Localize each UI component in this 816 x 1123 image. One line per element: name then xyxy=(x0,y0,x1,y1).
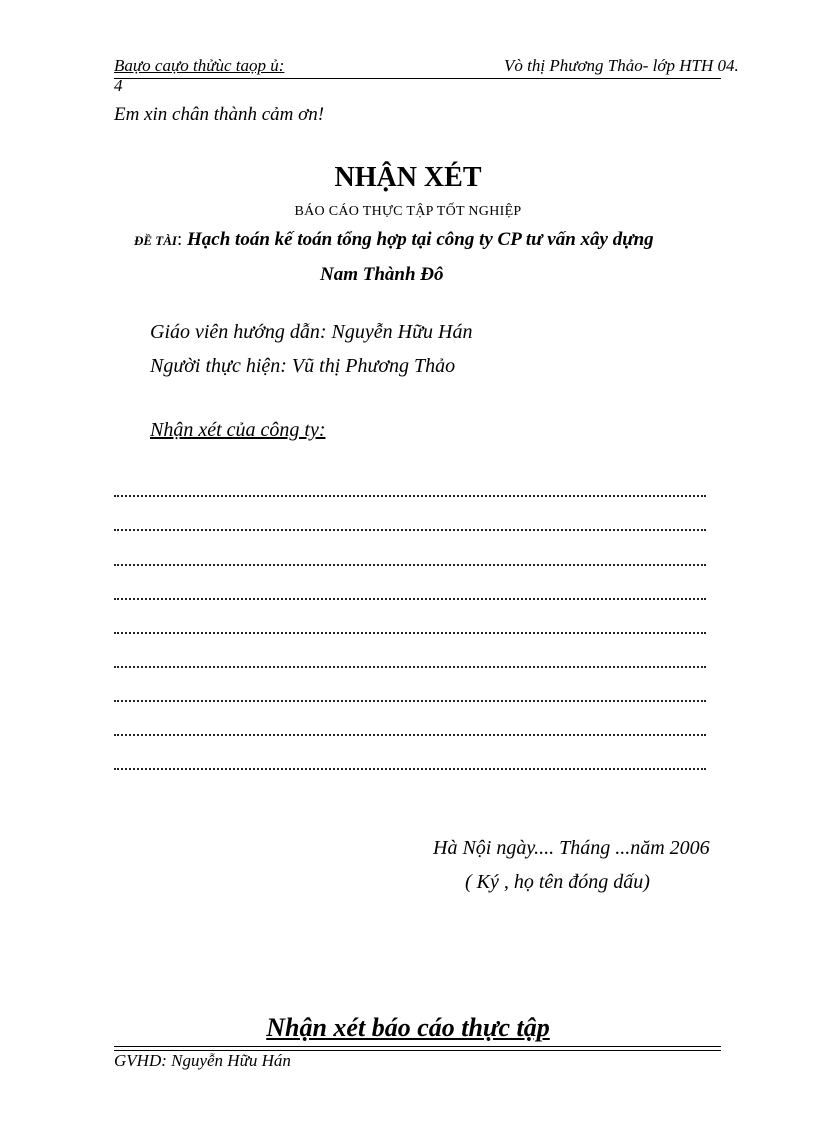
company-comment-label: Nhận xét của công ty: xyxy=(150,419,326,441)
header-left-continued: 4 xyxy=(114,76,123,95)
footer-title: Nhận xét báo cáo thực tập xyxy=(266,1013,550,1042)
thanks-text: Em xin chân thành cảm ơn! xyxy=(114,104,325,125)
performer-line: Người thực hiện: Vũ thị Phương Thảo xyxy=(150,355,456,377)
page-title: NHẬN XÉT xyxy=(334,162,482,193)
header-rule xyxy=(114,78,721,79)
page-subtitle: BÁO CÁO THỰC TẬP TỐT NGHIỆP xyxy=(294,204,522,219)
footer-bottom-text: GVHD: Nguyễn Hữu Hán xyxy=(114,1051,291,1070)
instructor-line: Giáo viên hướng dẫn: Nguyễn Hữu Hán xyxy=(150,321,473,343)
comment-line xyxy=(114,768,706,770)
footer-rule-top xyxy=(114,1046,721,1047)
comment-line xyxy=(114,495,706,497)
comment-line xyxy=(114,632,706,634)
topic-text-line2: Nam Thành Đô xyxy=(320,264,444,285)
topic-label: ĐỀ TÀI xyxy=(134,233,177,248)
header-right-text: Vò thị Phương Thảo- lớp HTH 04. xyxy=(504,56,739,75)
topic-text-line1: Hạch toán kế toán tổng hợp tại công ty CP tư vấn xây dựng xyxy=(187,229,654,250)
topic-line xyxy=(134,229,654,251)
comment-line xyxy=(114,666,706,668)
comment-line xyxy=(114,734,706,736)
sign-line: ( Ký , họ tên đóng dấu) xyxy=(465,871,650,893)
topic-colon: : xyxy=(176,229,188,250)
comment-line xyxy=(114,529,706,531)
comment-line xyxy=(114,700,706,702)
date-line: Hà Nội ngày.... Tháng ...năm 2006 xyxy=(433,837,710,859)
header-left-text: Baựo caựo thửùc taọp ủ: xyxy=(114,56,285,75)
comment-line xyxy=(114,564,706,566)
comment-line xyxy=(114,598,706,600)
